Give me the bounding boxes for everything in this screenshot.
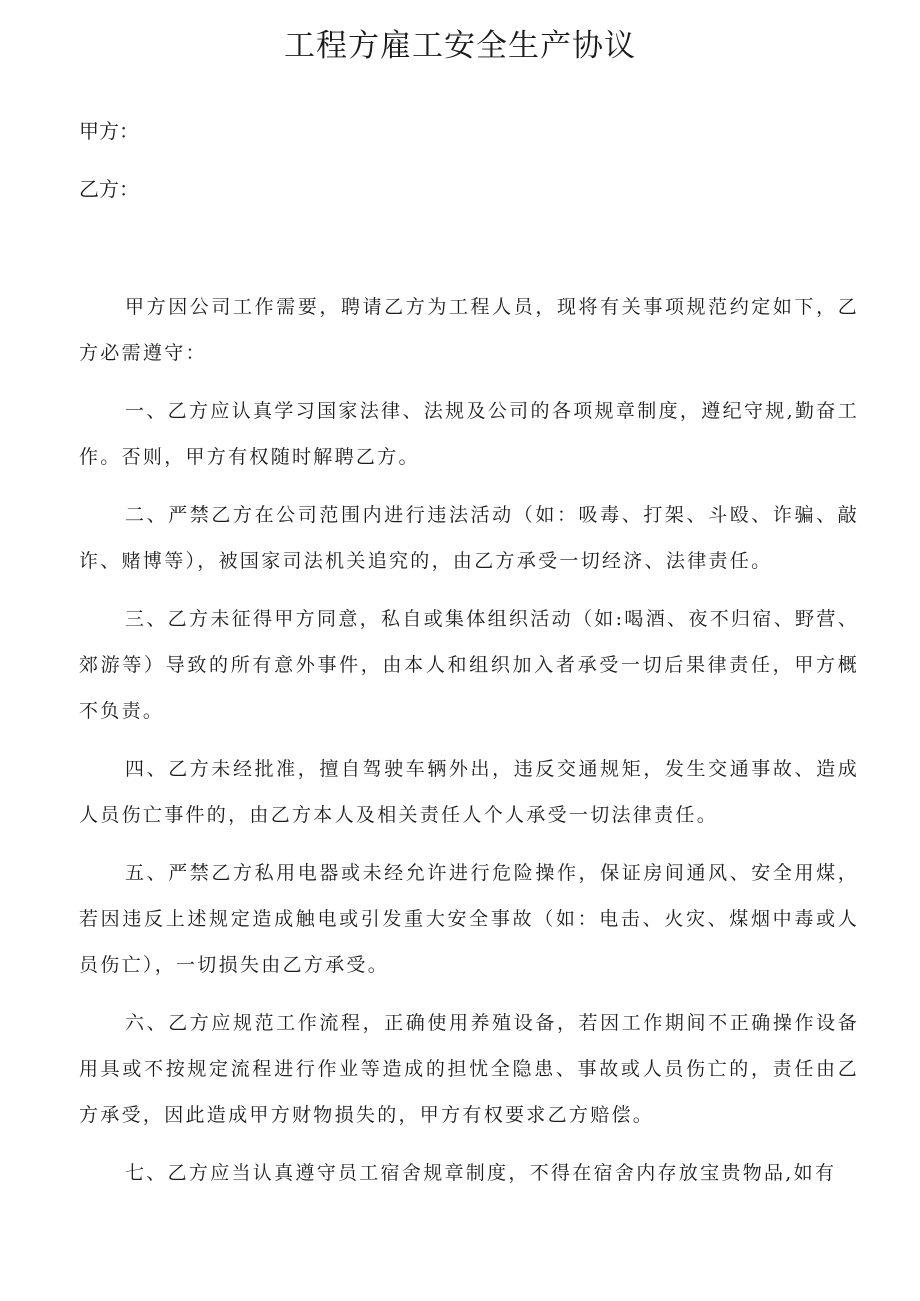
- clause-1: 一、乙方应认真学习国家法律、法规及公司的各项规章制度，遵纪守规,勤奋工作。否则，甲方有权随时解聘乙方。: [79, 400, 859, 468]
- agreement-body: [79, 284, 859, 1208]
- clause-6: 六、乙方应规范工作流程，正确使用养殖设备，若因工作期间不正确操作设备用具或不按规定流程进行作业等造成的担忧全隐患、事故或人员伤亡的，责任由乙方承受，因此造成甲方财物损失的，甲方有权要求乙方赔偿。: [79, 1012, 859, 1126]
- clause-3: 三、乙方未征得甲方同意，私自或集体组织活动（如:喝酒、夜不归宿、野营、郊游等）导致的所有意外事件，由本人和组织加入者承受一切后果律责任，甲方概不负责。: [79, 608, 859, 722]
- party-a-label: 甲方：: [79, 119, 139, 143]
- document-title: 工程方雇工安全生产协议: [284, 28, 636, 64]
- clause-5: 五、严禁乙方私用电器或未经允许进行危险操作，保证房间通风、安全用煤，若因违反上述规定造成触电或引发重大安全事故（如：电击、火灾、煤烟中毒或人员伤亡），一切损失由乙方承受。: [79, 862, 859, 976]
- clause-7: 七、乙方应当认真遵守员工宿舍规章制度，不得在宿舍内存放宝贵物品,如有: [125, 1162, 837, 1184]
- party-b-label: 乙方：: [79, 177, 139, 201]
- clause-4: 四、乙方未经批准，擅自驾驶车辆外出，违反交通规矩，发生交通事故、造成人员伤亡事件的，由乙方本人及相关责任人个人承受一切法律责任。: [79, 758, 859, 826]
- clause-2: 二、严禁乙方在公司范围内进行违法活动（如：吸毒、打架、斗殴、诈骗、敲诈、赌博等），被国家司法机关追究的，由乙方承受一切经济、法律责任。: [79, 504, 859, 572]
- intro-paragraph: 甲方因公司工作需要，聘请乙方为工程人员，现将有关事项规范约定如下，乙方必需遵守：: [79, 296, 859, 364]
